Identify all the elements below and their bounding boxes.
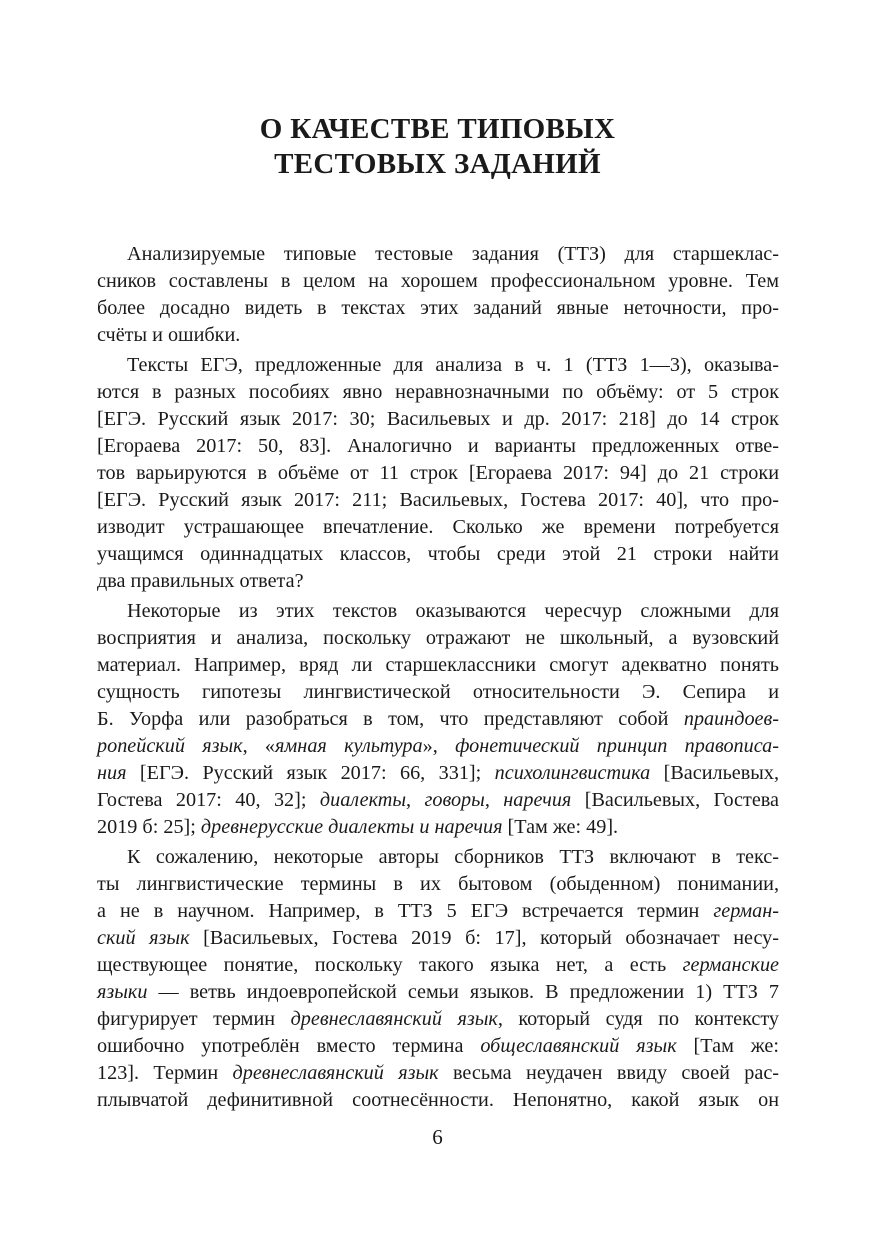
italic-term: древнеславянский язык	[290, 1008, 498, 1030]
text-run: Тексты ЕГЭ, предложенные для анализа в ч. 1 (ТТЗ 1—3), оказыва-	[127, 354, 779, 376]
text-run: ются в разных пособиях явно неравнозначными по объёму: от 5 строк	[97, 381, 779, 403]
text-run: счёты и ошибки.	[97, 324, 241, 346]
text-run: , который судя по контексту	[497, 1008, 780, 1030]
text-run: Гостева 2017: 40, 32];	[97, 789, 320, 811]
text-run: восприятия и анализа, поскольку отражают не школьный, а вузовский	[97, 627, 779, 649]
text-line	[97, 760, 779, 787]
italic-term: древнеславянский язык	[232, 1062, 439, 1084]
text-line	[97, 733, 779, 760]
italic-term: фонетический принцип правописа-	[455, 735, 779, 757]
text-line	[97, 706, 779, 733]
text-run: а не в научном. Например, в ТТЗ 5 ЕГЭ встречается термин	[97, 900, 714, 922]
text-run: [Егораева 2017: 50, 83]. Аналогично и варианты предложенных отве-	[97, 435, 779, 457]
text-run: , «	[242, 735, 276, 757]
text-line	[97, 541, 779, 568]
text-run: весьма неудачен ввиду своей рас-	[438, 1062, 780, 1084]
text-run: »,	[422, 735, 456, 757]
text-run: материал. Например, вряд ли старшеклассники смогут адекватно понять	[97, 654, 779, 676]
chapter-title-line-1: О КАЧЕСТВЕ ТИПОВЫХ	[259, 113, 616, 145]
text-line	[97, 322, 779, 349]
page-number: 6	[432, 1125, 443, 1149]
text-line	[97, 952, 779, 979]
text-line	[97, 679, 779, 706]
italic-term: диалекты	[319, 789, 406, 811]
text-run: Анализируемые типовые тестовые задания (ТТЗ) для старшеклас-	[127, 243, 779, 265]
text-line	[97, 433, 779, 460]
italic-term: психолингвистика	[494, 762, 651, 784]
text-line	[97, 871, 779, 898]
italic-term: ропейский язык	[97, 735, 243, 757]
text-line	[97, 352, 779, 379]
text-line	[97, 1060, 779, 1087]
text-line	[97, 568, 779, 595]
text-run: ,	[484, 789, 504, 811]
text-run: два правильных ответа?	[97, 570, 304, 592]
text-run: [Васильевых, Гостева 2019 б: 17], который обозначает несу-	[189, 927, 779, 949]
text-line	[97, 898, 779, 925]
italic-term: наречия	[503, 789, 572, 811]
text-run: учащимся одиннадцатых классов, чтобы среди этой 21 строки найти	[97, 543, 779, 565]
text-line	[97, 241, 779, 268]
text-line	[97, 295, 779, 322]
chapter-title-line-2: ТЕСТОВЫХ ЗАДАНИЙ	[274, 148, 601, 180]
text-line	[97, 979, 779, 1006]
text-run: [Там же:	[676, 1035, 780, 1057]
text-line	[97, 844, 779, 871]
text-run: сущность гипотезы лингвистической относительности Э. Сепира и	[97, 681, 779, 703]
italic-term: германские	[682, 954, 779, 976]
text-line	[97, 652, 779, 679]
text-run: фигурирует термин	[97, 1008, 291, 1030]
text-line	[97, 1087, 779, 1114]
italic-term: ский язык	[97, 927, 190, 949]
text-line	[97, 460, 779, 487]
text-run: Б. Уорфа или разобраться в том, что представляют собой	[97, 708, 684, 730]
italic-term: праиндоев-	[683, 708, 779, 730]
text-run: 123]. Термин	[97, 1062, 233, 1084]
text-run: [ЕГЭ. Русский язык 2017: 66, 331];	[126, 762, 495, 784]
text-line	[97, 598, 779, 625]
italic-term: общеславянский язык	[480, 1035, 677, 1057]
text-run: изводит устрашающее впечатление. Сколько же времени потребуется	[97, 516, 779, 538]
text-run: тов варьируются в объёме от 11 строк [Егораева 2017: 94] до 21 строки	[97, 462, 779, 484]
text-line	[97, 814, 779, 841]
italic-term: ямная культура	[275, 735, 423, 757]
text-line	[97, 487, 779, 514]
text-line	[97, 625, 779, 652]
text-line	[97, 379, 779, 406]
text-run: К сожалению, некоторые авторы сборников ТТЗ включают в текс-	[127, 846, 779, 868]
text-run: [ЕГЭ. Русский язык 2017: 30; Васильевых и др. 2017: 218] до 14 строк	[97, 408, 779, 430]
text-run: ты лингвистические термины в их бытовом (обыденном) понимании,	[97, 873, 779, 895]
text-line	[97, 268, 779, 295]
text-run: сников составлены в целом на хорошем профессиональном уровне. Тем	[97, 270, 779, 292]
text-line	[97, 925, 779, 952]
italic-term: древнерусские диалекты и наречия	[200, 816, 503, 838]
text-run: плывчатой дефинитивной соотнесённости. Непонятно, какой язык он	[97, 1089, 779, 1111]
italic-term: ния	[97, 762, 127, 784]
italic-term: языки	[97, 981, 148, 1003]
text-run: ошибочно употреблён вместо термина	[97, 1035, 481, 1057]
text-run: ществующее понятие, поскольку такого языка нет, а есть	[97, 954, 683, 976]
text-run: Некоторые из этих текстов оказываются чересчур сложными для	[127, 600, 779, 622]
text-line	[97, 1006, 779, 1033]
italic-term: герман-	[713, 900, 779, 922]
chapter-title	[0, 112, 875, 182]
text-run: [ЕГЭ. Русский язык 2017: 211; Васильевых, Гостева 2017: 40], что про-	[97, 489, 779, 511]
text-run: [Васильевых,	[650, 762, 779, 784]
italic-term: говоры	[424, 789, 485, 811]
text-line	[97, 406, 779, 433]
text-run: более досадно видеть в текстах этих заданий явные неточности, про-	[97, 297, 779, 319]
text-line	[97, 1033, 779, 1060]
text-run: [Там же: 49].	[502, 816, 619, 838]
text-run: [Васильевых, Гостева	[571, 789, 780, 811]
text-line	[97, 787, 779, 814]
text-run: 2019 б: 25];	[97, 816, 201, 838]
text-run: ,	[406, 789, 425, 811]
text-run: — ветвь индоевропейской семьи языков. В предложении 1) ТТЗ 7	[147, 981, 779, 1003]
text-line	[97, 514, 779, 541]
body-text	[97, 241, 779, 1114]
